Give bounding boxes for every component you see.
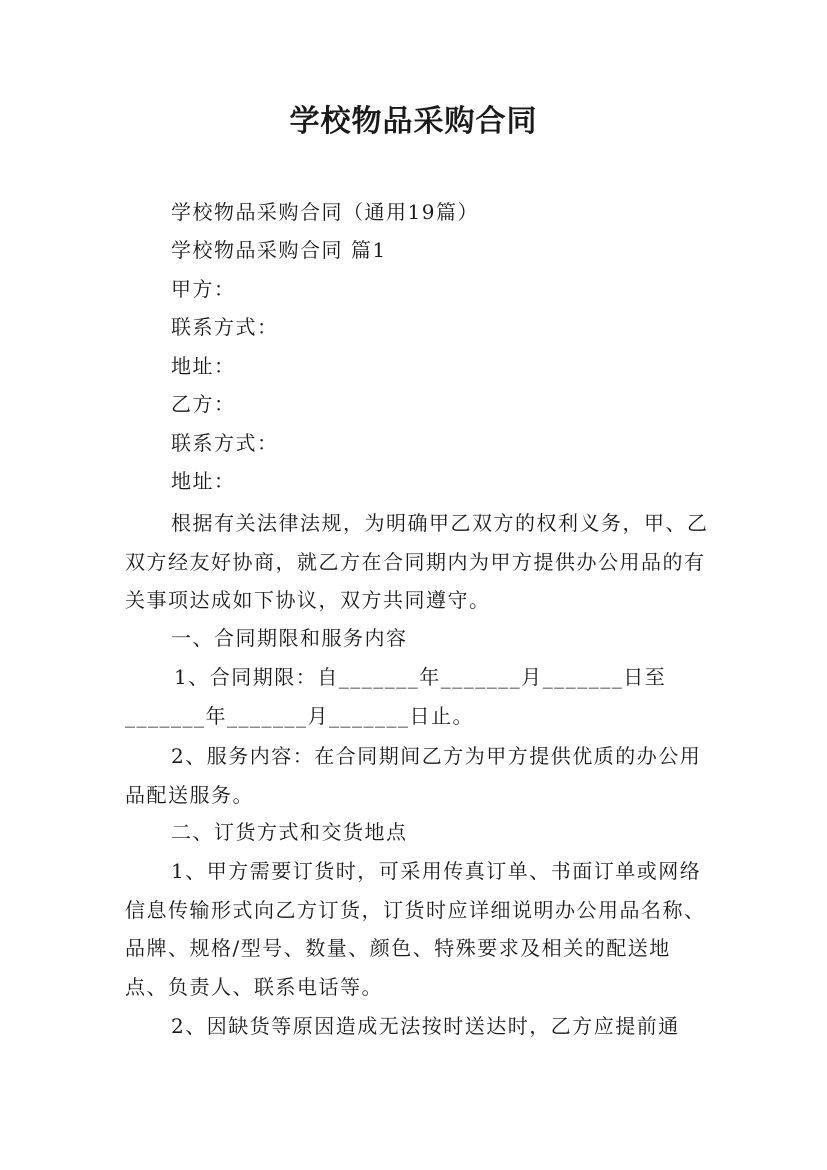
intro-paragraph: 根据有关法律法规，为明确甲乙双方的权利义务，甲、乙双方经友好协商，就乙方在合同期内为甲方提供办公用品的有关事项达成如下协议，双方共同遵守。 <box>125 511 709 612</box>
document-title: 学校物品采购合同 <box>289 104 538 139</box>
clause2-item1: 1、甲方需要订货时，可采用传真订单、书面订单或网络信息传输形式向乙方订货，订货时应详细说明办公用品名称、品牌、规格/型号、数量、颜色、特殊要求及相关的配送地点、负责人、联系电话等。 <box>125 859 706 999</box>
section-heading: 学校物品采购合同 篇1 <box>171 238 387 262</box>
clause1-item1-line2: _______年_______月_______日止。 <box>125 704 474 728</box>
clause1-item2: 2、服务内容：在合同期间乙方为甲方提供优质的办公用品配送服务。 <box>125 744 702 807</box>
party-a-label: 甲方： <box>171 277 236 301</box>
party-a-contact-label: 联系方式： <box>171 315 279 339</box>
clause1-item1-line1: 1、合同期限：自_______年_______月_______日至 <box>174 665 667 689</box>
party-b-address-label: 地址： <box>171 469 236 493</box>
party-b-label: 乙方： <box>171 392 236 416</box>
party-a-address-label: 地址： <box>171 354 236 378</box>
party-b-contact-label: 联系方式： <box>171 431 279 455</box>
document-subtitle: 学校物品采购合同（通用19篇） <box>171 200 479 224</box>
clause2-item2: 2、因缺货等原因造成无法按时送达时，乙方应提前通 <box>171 1014 680 1038</box>
clause2-heading: 二、订货方式和交货地点 <box>171 820 408 844</box>
clause1-heading: 一、合同期限和服务内容 <box>171 626 408 650</box>
